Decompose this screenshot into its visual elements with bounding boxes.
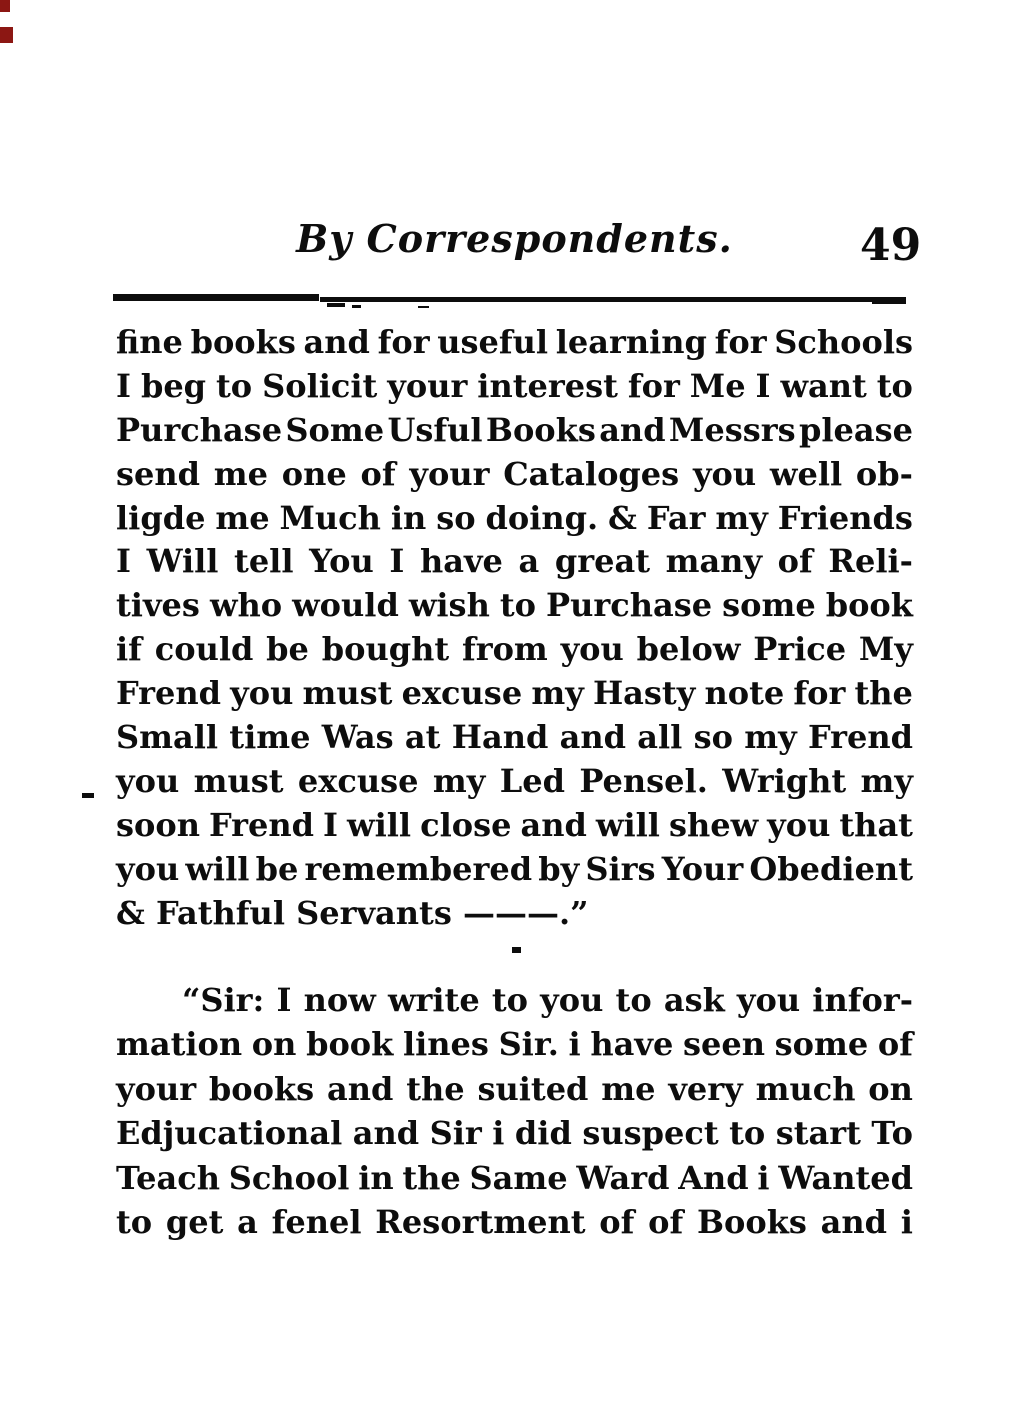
text-line: soon Frend I will close and will shew you that [116, 805, 913, 844]
page-number: 49 [860, 220, 922, 271]
text-line: you will be remembered by Sirs Your Obedient [116, 849, 913, 888]
ink-speck-margin [82, 793, 94, 798]
text-line: if could be bought from you below Price My [116, 630, 913, 669]
text-line: ligde me Much in so doing. & Far my Friends [116, 498, 913, 537]
ink-speck [418, 306, 429, 308]
paragraph-1 [116, 321, 913, 935]
header-rule-left [113, 294, 319, 301]
text-line: Teach School in the Same Ward And i Wanted [116, 1158, 913, 1197]
paragraph-2 [116, 978, 913, 1244]
text-line: Small time Was at Hand and all so my Frend [116, 718, 913, 757]
header-rule-tail [872, 301, 906, 304]
text-line: fine books and for useful learning for Schools [116, 323, 913, 361]
red-scan-mark-top [0, 0, 10, 12]
text-line: Edjucational and Sir i did suspect to start To [116, 1114, 913, 1153]
text-line: your books and the suited me very much on [116, 1069, 913, 1108]
text-line: I beg to Solicit your interest for Me I want to [116, 366, 913, 405]
text-line: mation on book lines Sir. i have seen some of [116, 1025, 913, 1064]
text-line: send me one of your Cataloges you well ob- [116, 454, 913, 493]
text-line: you must excuse my Led Pensel. Wright my [116, 761, 913, 800]
text-line: to get a fenel Resortment of of Books and i [116, 1202, 913, 1241]
text-line: Purchase Some Usful Books and Messrs please [116, 410, 913, 449]
text-line: Frend you must excuse my Hasty note for the [116, 674, 913, 713]
ink-speck-below-dash [512, 947, 521, 953]
running-header: By Correspondents. [296, 216, 733, 261]
text-line: & Fathful Servants ———.” [116, 893, 589, 932]
text-line: I Will tell You I have a great many of Reli- [116, 542, 913, 581]
header-rule-right [320, 297, 906, 302]
ink-speck [327, 303, 345, 307]
text-line: “Sir: I now write to you to ask you infor- [182, 981, 913, 1019]
red-scan-mark-bottom [0, 27, 13, 43]
text-line: tives who would wish to Purchase some book [116, 586, 913, 625]
ink-speck [352, 305, 361, 308]
